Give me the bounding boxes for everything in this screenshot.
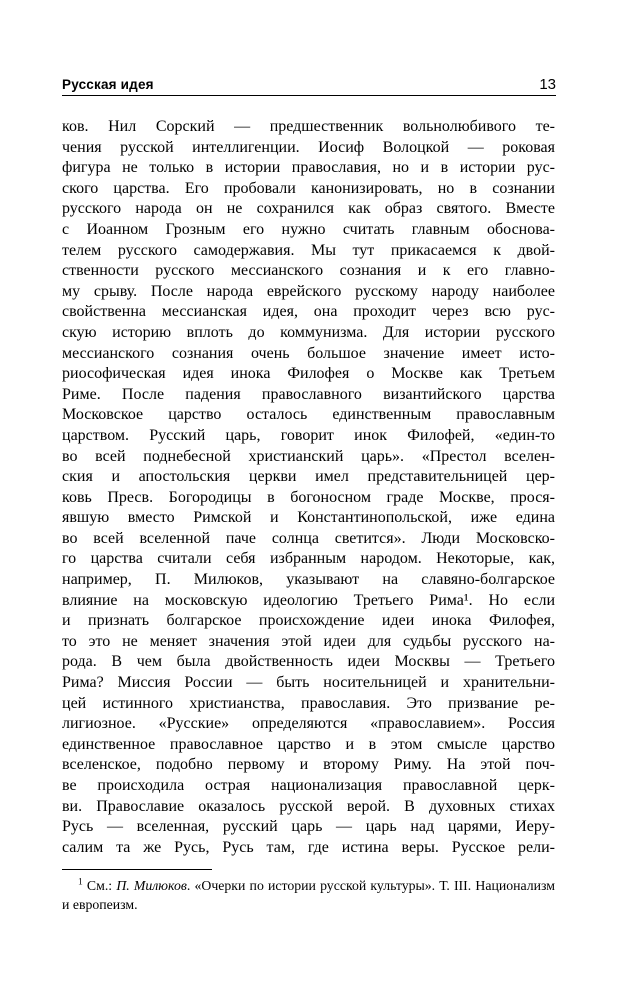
text-line: рода. В чем была двойственность идеи Москвы — Третьего (62, 653, 555, 671)
running-header (62, 76, 556, 93)
text-line: лигиозное. «Русские» определяются «православием». Россия (62, 715, 555, 733)
text-line: то это не меняет значения этой идеи для судьбы русского на- (62, 632, 555, 650)
text-line: Русь — вселенная, русский царь — царь над царями, Иеру- (62, 818, 555, 836)
text-line: му срыву. После народа еврейского русскому народу наиболее (62, 282, 555, 300)
text-line: ския и апостольския церкви имел представительницей цер- (62, 468, 555, 486)
text-line: ственности русского мессианского сознания и к его главно- (62, 262, 555, 280)
text-line: во всей вселенной паче солнца светится». Люди Московско- (62, 529, 555, 547)
text-line: ского царства. Его пробовали канонизировать, но в сознании (62, 179, 555, 197)
text-line: русского народа он не сохранился как образ святого. Вместе (62, 200, 555, 218)
text-line: Московское царство осталось единственным православным (62, 406, 555, 424)
text-line: Рима? Миссия России — быть носительницей и хранительни- (62, 674, 555, 692)
header-title: Русская идея (62, 77, 154, 92)
text-line: ве происходила острая национализация православной церк- (62, 777, 555, 794)
text-line: с Иоанном Грозным его нужно считать главным обоснова- (62, 220, 555, 238)
text-line: например, П. Милюков, указывают на славяно-болгарское (62, 571, 555, 589)
text-line: ковь Пресв. Богородицы в богоносном граде Москве, прося- (62, 488, 555, 506)
text-line: мессианского сознания очень большое значение имеет исто- (62, 344, 555, 362)
header-rule (62, 95, 556, 96)
text-line: салим та же Русь, Русь там, где истина веры. Русское рели- (62, 838, 555, 856)
text-line: во всей поднебесной христианский царь». «Престол вселен- (62, 447, 555, 465)
text-line: царством. Русский царь, говорит инок Филофей, «един-то (62, 426, 555, 444)
text-line: чения русской интеллигенции. Иосиф Волоцкой — роковая (62, 138, 555, 156)
text-line: единственное православное царство и в этом смысле царство (62, 735, 555, 753)
text-line: вселенское, подобно первому и второму Риму. На этой поч- (62, 756, 555, 774)
footnote-rest: . «Очерки по истории русской культуры». Т. III. Национализм и европеизм. (62, 878, 555, 912)
text-line: го царства считали себя избранным народом. Некоторые, как, (62, 550, 555, 568)
text-line: явшую вместо Римской и Константинопольской, иже едина (62, 509, 555, 527)
text-line: телем русского самодержавия. Мы тут прикасаемся к двой- (62, 241, 555, 259)
footnote-see-label: См.: (82, 878, 117, 893)
footnote (62, 876, 555, 914)
page-number: 13 (539, 76, 556, 93)
footnote-separator (62, 869, 212, 870)
text-line: свойственна мессианская идея, она проходит через всю рус- (62, 303, 555, 321)
text-line: цей истинного христианства, православия. Это призвание ре- (62, 694, 555, 712)
text-line: скую историю вплоть до коммунизма. Для истории русского (62, 323, 555, 341)
text-line: риософическая идея инока Филофея о Москве как Третьем (62, 365, 555, 383)
footnote-marker: 1 (78, 877, 83, 888)
footnote-author: П. Милюков (116, 878, 187, 893)
text-line: влияние на московскую идеологию Третьего Рима¹. Но если (62, 591, 555, 609)
text-line: Риме. После падения православного византийского царства (62, 385, 555, 403)
text-line: ков. Нил Сорский — предшественник вольнолюбивого те- (62, 118, 555, 135)
text-line: ви. Православие оказалось русской верой. В духовных стихах (62, 797, 555, 815)
text-line: фигура не только в истории православия, но и в истории рус- (62, 159, 555, 177)
body-text (62, 117, 555, 858)
text-line: и признать болгарское происхождение идеи инока Филофея, (62, 612, 555, 630)
